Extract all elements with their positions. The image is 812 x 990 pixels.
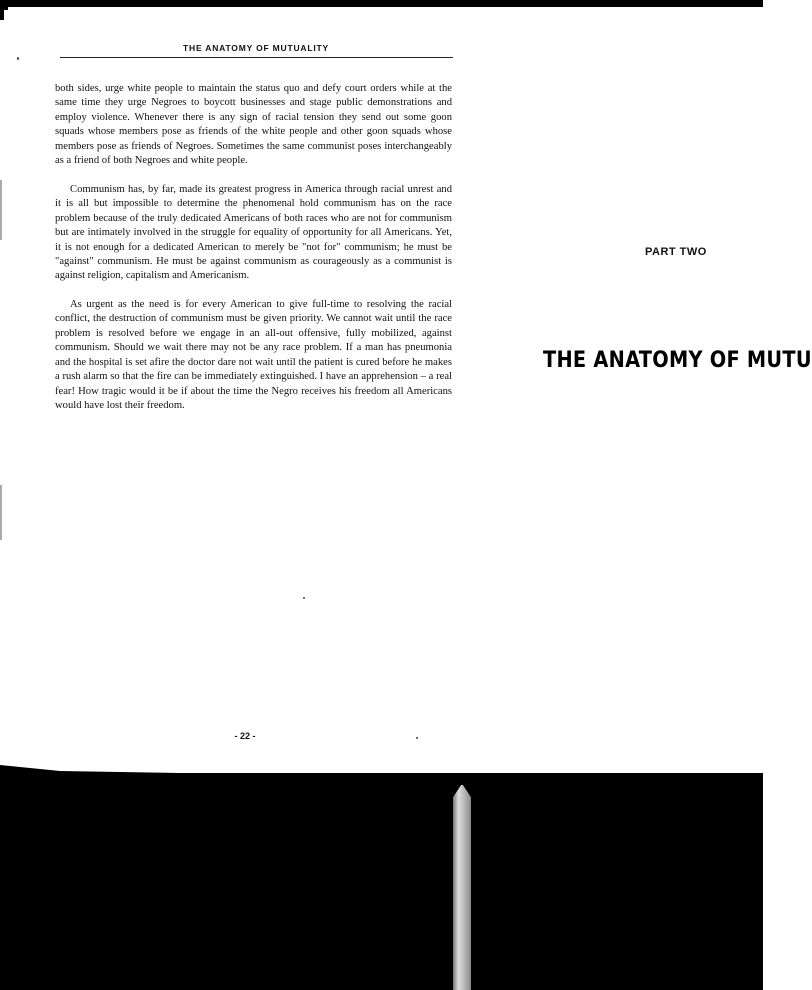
paragraph: Communism has, by far, made its greatest progress in America through racial unrest and it is all but impossible to determine the phenomenal hold communism has on the race problem because of the truly dedicated Americans of both races who are not for communism but are intimately involved in the struggle for equality of opportunity for all Americans. Yet, it is not enough for a dedicated American to merely be "not for" communism; he must be "against" communism. He must be against communism as courageously as a communist is against religion, capitalism and Americanism.	[55, 183, 452, 282]
bottom-scan-background	[0, 773, 763, 990]
header-rule	[60, 57, 453, 58]
scan-speck	[303, 597, 305, 599]
page-edge-mark	[0, 180, 2, 240]
paragraph: As urgent as the need is for every American to give full-time to resolving the racial conflict, the destruction of communism must be given priority. We cannot wait until the race problem is resolved before we engage in an all-out offensive, fully mobilized, against communism. Should we wait there may not be any race problem. If a man has pneumonia and the hospital is set afire the doctor dare not wait until the patient is cured before he makes a rush alarm so that the fire can be immediately extinguished. I have an apprehension – a real fear! How tragic would it be if about the time the Negro receives his freedom all Americans would have lost their freedom.	[55, 298, 452, 412]
running-head: THE ANATOMY OF MUTUALITY	[183, 43, 329, 53]
section-title: THE ANATOMY OF MUTU	[543, 347, 812, 373]
page-edge-mark	[0, 485, 2, 540]
paragraph: both sides, urge white people to maintain the status quo and defy court orders while at the same time they urge Negroes to boycott businesses and stage public demonstrations and employ violence. Whenever there is any sign of racial tension they send out some goon squads whose members pose as friends of the white people and other goon squads whose members pose as friends of Negroes. Sometimes the same communist poses interchangeably as a friend of both Negroes and white people.	[55, 83, 452, 167]
corner-mark	[0, 0, 4, 20]
scan-speck	[17, 57, 19, 60]
part-label: PART TWO	[645, 246, 707, 258]
book-spine	[453, 785, 471, 990]
page-number: - 22 -	[234, 731, 256, 741]
body-text	[55, 82, 452, 428]
scan-speck	[416, 737, 418, 739]
top-scan-gap	[8, 6, 763, 11]
